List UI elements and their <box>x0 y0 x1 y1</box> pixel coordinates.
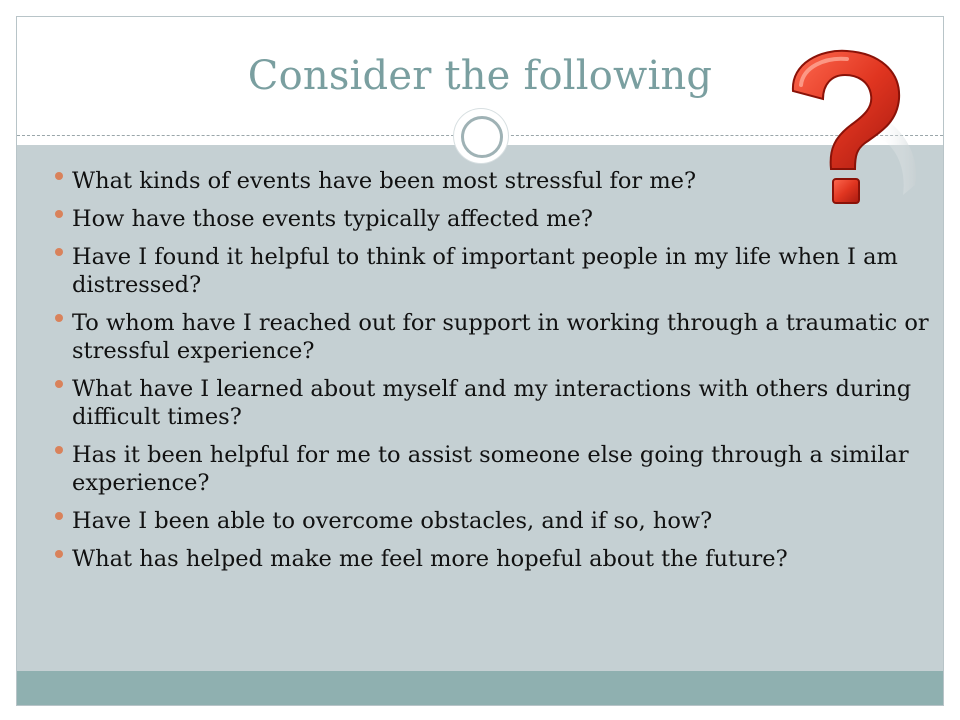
bullet-dot-icon <box>55 380 63 388</box>
bullet-dot-icon <box>55 550 63 558</box>
list-item: What kinds of events have been most stressful for me? <box>55 167 935 195</box>
list-item: Have I found it helpful to think of important people in my life when I am distressed? <box>55 243 935 299</box>
ring-ornament-icon <box>454 109 508 163</box>
bullet-dot-icon <box>55 210 63 218</box>
footer-band <box>17 671 943 705</box>
list-item: Have I been able to overcome obstacles, and if so, how? <box>55 507 935 535</box>
list-item: To whom have I reached out for support in working through a traumatic or stressful experience? <box>55 309 935 365</box>
bullet-dot-icon <box>55 314 63 322</box>
slide-title: Consider the following <box>247 53 713 99</box>
bullet-dot-icon <box>55 512 63 520</box>
list-item: What has helped make me feel more hopeful about the future? <box>55 545 935 573</box>
list-item: Has it been helpful for me to assist someone else going through a similar experience? <box>55 441 935 497</box>
bullet-list <box>55 167 935 583</box>
list-item: What have I learned about myself and my interactions with others during difficult times? <box>55 375 935 431</box>
bullet-dot-icon <box>55 248 63 256</box>
slide <box>16 16 944 706</box>
bullet-dot-icon <box>55 172 63 180</box>
bullet-dot-icon <box>55 446 63 454</box>
list-item: How have those events typically affected me? <box>55 205 935 233</box>
